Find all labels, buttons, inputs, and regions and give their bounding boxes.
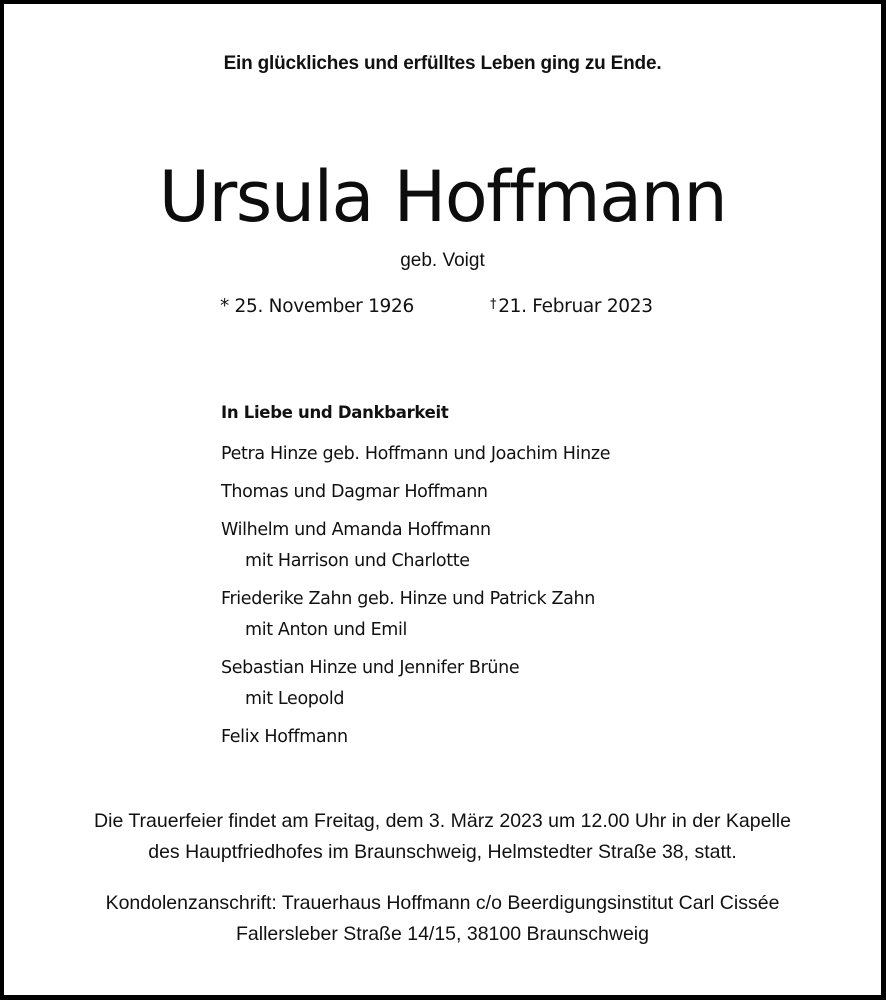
death-cross-icon: † — [490, 297, 497, 312]
mourner-group — [221, 584, 610, 646]
maiden-name: geb. Voigt — [400, 250, 485, 271]
service-line-2: des Hauptfriedhofes im Braunschweig, Helmstedter Straße 38, statt. — [148, 841, 737, 863]
mourners-section — [221, 401, 610, 760]
mourner-name: Felix Hoffmann — [221, 727, 348, 747]
birth-date: 25. November 1926 — [234, 296, 414, 317]
birth-date-line — [220, 296, 414, 317]
headline: Ein glückliches und erfülltes Leben ging zu Ende. — [223, 53, 662, 74]
mourner-name: Petra Hinze geb. Hoffmann und Joachim Hinze — [221, 444, 611, 464]
mourner-children: mit Anton und Emil — [245, 620, 408, 640]
deceased-name: Ursula Hoffmann — [158, 156, 727, 238]
mourner-group — [221, 477, 610, 508]
mourner-name: Sebastian Hinze und Jennifer Brüne — [221, 658, 520, 678]
mourner-name: Wilhelm und Amanda Hoffmann — [221, 520, 491, 540]
mourner-group — [221, 515, 610, 577]
condolence-address — [4, 888, 881, 950]
mourner-children: mit Harrison und Charlotte — [245, 551, 470, 571]
condolence-line-2: Fallersleber Straße 14/15, 38100 Braunschweig — [236, 923, 649, 945]
death-date: 21. Februar 2023 — [498, 296, 653, 317]
mourner-name: Thomas und Dagmar Hoffmann — [221, 482, 488, 502]
mourner-children: mit Leopold — [245, 689, 345, 709]
death-date-line — [490, 296, 653, 317]
condolence-line-1: Kondolenzanschrift: Trauerhaus Hoffmann c/o Beerdigungsinstitut Carl Cissée — [105, 892, 780, 914]
birth-star-icon: * — [220, 296, 229, 317]
service-line-1: Die Trauerfeier findet am Freitag, dem 3. März 2023 um 12.00 Uhr in der Kapelle — [94, 810, 791, 832]
mourner-group — [221, 653, 610, 715]
mourner-name: Friederike Zahn geb. Hinze und Patrick Zahn — [221, 589, 596, 609]
mourners-heading: In Liebe und Dankbarkeit — [221, 403, 449, 422]
obituary-notice — [4, 4, 881, 995]
mourner-group — [221, 439, 610, 470]
mourner-group — [221, 722, 610, 753]
funeral-service-info — [4, 806, 881, 868]
